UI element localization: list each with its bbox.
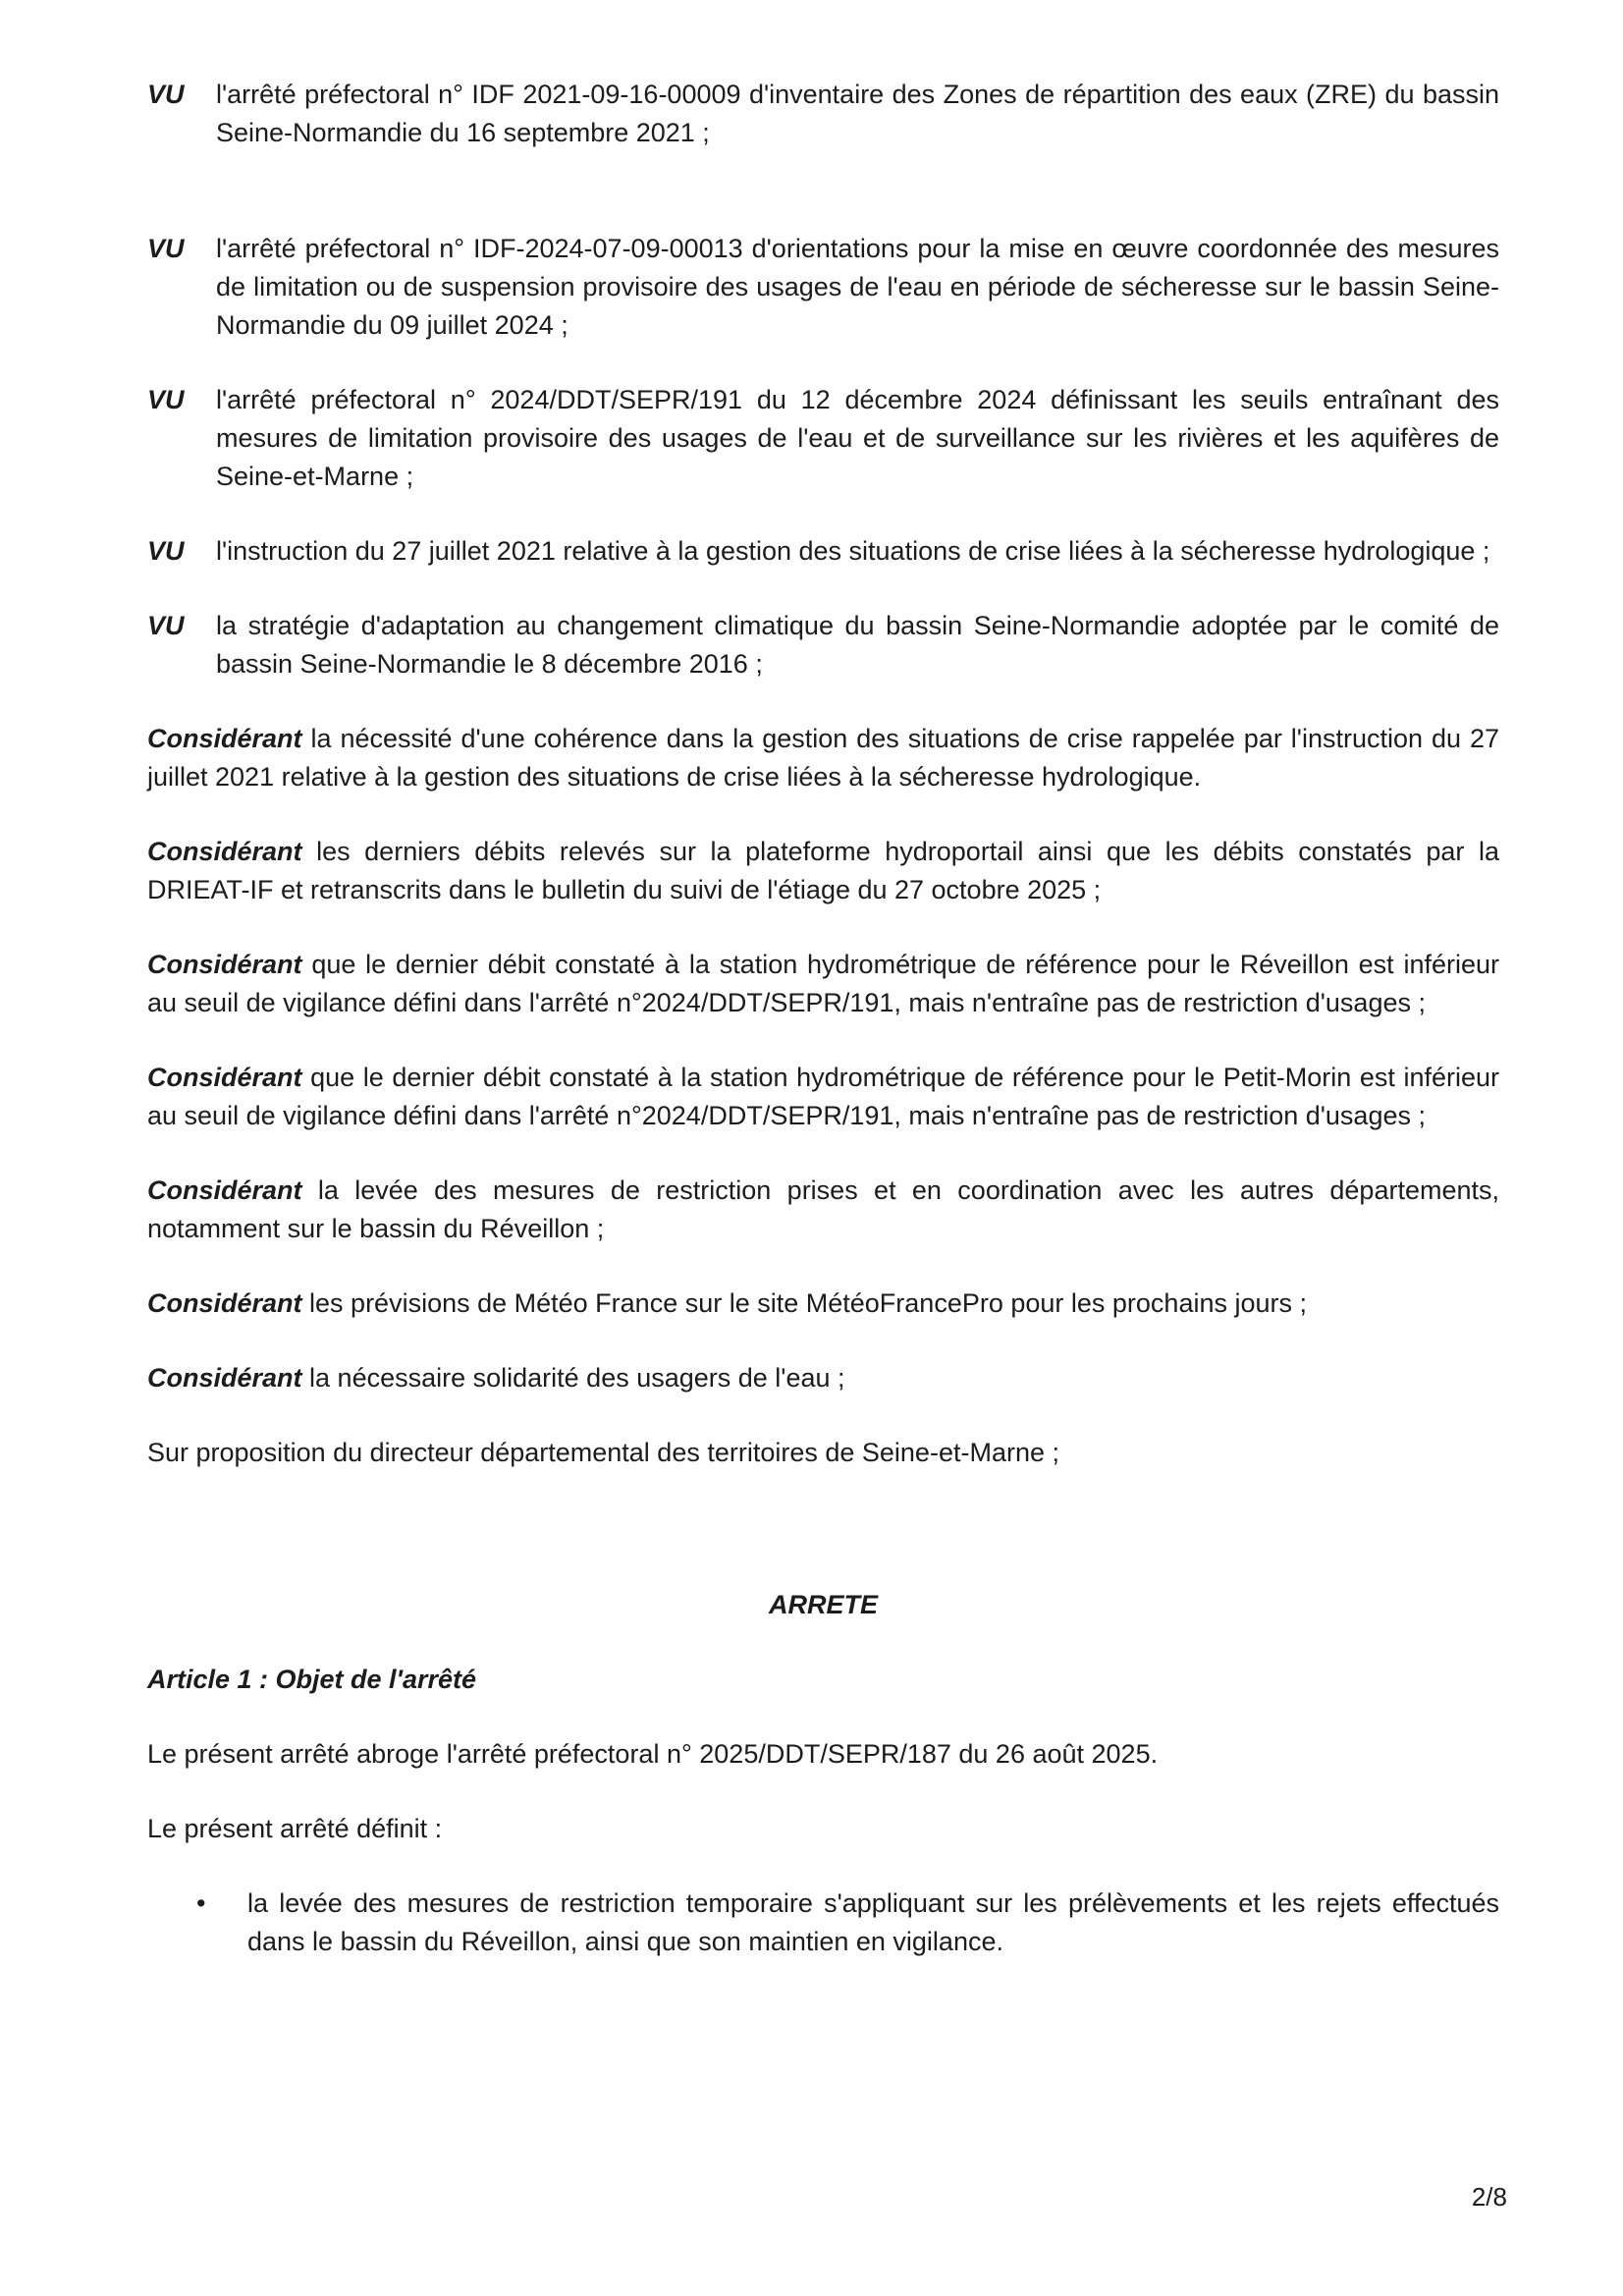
- considerant-paragraph: [147, 1285, 1499, 1323]
- vu-text: l'arrêté préfectoral n° IDF 2021-09-16-00009 d'inventaire des Zones de répartition des eaux (ZRE) du bassin Seine-Normandie du 16 septembre 2021 ;: [216, 80, 1499, 147]
- document-content: [147, 76, 1499, 1997]
- considerant-label: Considérant: [147, 837, 302, 866]
- considerant-label: Considérant: [147, 950, 302, 979]
- considerant-paragraph: [147, 720, 1499, 796]
- article1-paragraph-abroge: Le présent arrêté abroge l'arrêté préfectoral n° 2025/DDT/SEPR/187 du 26 août 2025.: [147, 1739, 1159, 1769]
- page-number: 2/8: [1471, 2182, 1507, 2212]
- considerant-text: que le dernier débit constaté à la station hydrométrique de référence pour le Réveillon est inférieur au seuil de vigilance défini dans l'arrêté n°2024/DDT/SEPR/191, mais n'entraîne pas de restriction d'usages ;: [147, 950, 1499, 1017]
- sur-proposition-paragraph: Sur proposition du directeur départemental des territoires de Seine-et-Marne ;: [147, 1438, 1059, 1467]
- considerant-text: que le dernier débit constaté à la station hydrométrique de référence pour le Petit-Morin est inférieur au seuil de vigilance défini dans l'arrêté n°2024/DDT/SEPR/191, mais n'entraîne pas de restriction d'usages ;: [147, 1063, 1499, 1130]
- vu-item: [147, 607, 1499, 683]
- article1-title: Article 1 : Objet de l'arrêté: [147, 1665, 477, 1694]
- vu-text: l'instruction du 27 juillet 2021 relative à la gestion des situations de crise liées à la sécheresse hydrologique ;: [216, 536, 1490, 566]
- considerant-text: la nécessité d'une cohérence dans la gestion des situations de crise rappelée par l'instruction du 27 juillet 2021 relative à la gestion des situations de crise liées à la sécheresse hydrologique.: [147, 724, 1499, 792]
- vu-text: la stratégie d'adaptation au changement climatique du bassin Seine-Normandie adoptée par le comité de bassin Seine-Normandie le 8 décembre 2016 ;: [216, 611, 1499, 679]
- vu-item: [147, 532, 1499, 571]
- bullet-icon: •: [196, 1888, 206, 1918]
- considerant-label: Considérant: [147, 1363, 302, 1393]
- considerant-label: Considérant: [147, 1288, 302, 1318]
- considerant-text: la levée des mesures de restriction prises et en coordination avec les autres départements, notamment sur le bassin du Réveillon ;: [147, 1175, 1499, 1243]
- considerant-paragraph: [147, 1359, 1499, 1397]
- vu-text: l'arrêté préfectoral n° IDF-2024-07-09-00013 d'orientations pour la mise en œuvre coordonnée des mesures de limitation ou de suspension provisoire des usages de l'eau en période de sécheresse sur le bassin Seine-Normandie du 09 juillet 2024 ;: [216, 234, 1499, 340]
- considerant-text: les prévisions de Météo France sur le site MétéoFrancePro pour les prochains jours ;: [301, 1288, 1307, 1318]
- vu-label: VU: [147, 234, 185, 263]
- vu-text: l'arrêté préfectoral n° 2024/DDT/SEPR/191 du 12 décembre 2024 définissant les seuils entraînant des mesures de limitation provisoire des usages de l'eau et de surveillance sur les rivières et les aquifères de Seine-et-Marne ;: [216, 385, 1499, 491]
- considerant-text: les derniers débits relevés sur la plateforme hydroportail ainsi que les débits constatés par la DRIEAT-IF et retranscrits dans le bulletin du suivi de l'étiage du 27 octobre 2025 ;: [147, 837, 1499, 904]
- vu-label: VU: [147, 536, 185, 566]
- considerant-text: la nécessaire solidarité des usagers de l'eau ;: [301, 1363, 845, 1393]
- bullet-text: la levée des mesures de restriction temporaire s'appliquant sur les prélèvements et les rejets effectués dans le bassin du Réveillon, ainsi que son maintien en vigilance.: [247, 1888, 1499, 1956]
- vu-item: [147, 76, 1499, 152]
- arrete-heading: ARRETE: [768, 1590, 878, 1619]
- considerant-label: Considérant: [147, 724, 302, 753]
- vu-label: VU: [147, 80, 185, 109]
- vu-item: [147, 230, 1499, 345]
- considerant-paragraph: [147, 833, 1499, 909]
- article1-bullet-item: [147, 1885, 1499, 1961]
- vu-label: VU: [147, 385, 185, 414]
- considerant-label: Considérant: [147, 1175, 302, 1205]
- vu-label: VU: [147, 611, 185, 640]
- considerant-paragraph: [147, 1059, 1499, 1135]
- vu-item: [147, 381, 1499, 496]
- considerant-label: Considérant: [147, 1063, 302, 1092]
- considerant-paragraph: [147, 946, 1499, 1022]
- article1-paragraph-definit: Le présent arrêté définit :: [147, 1814, 443, 1843]
- considerant-paragraph: [147, 1172, 1499, 1248]
